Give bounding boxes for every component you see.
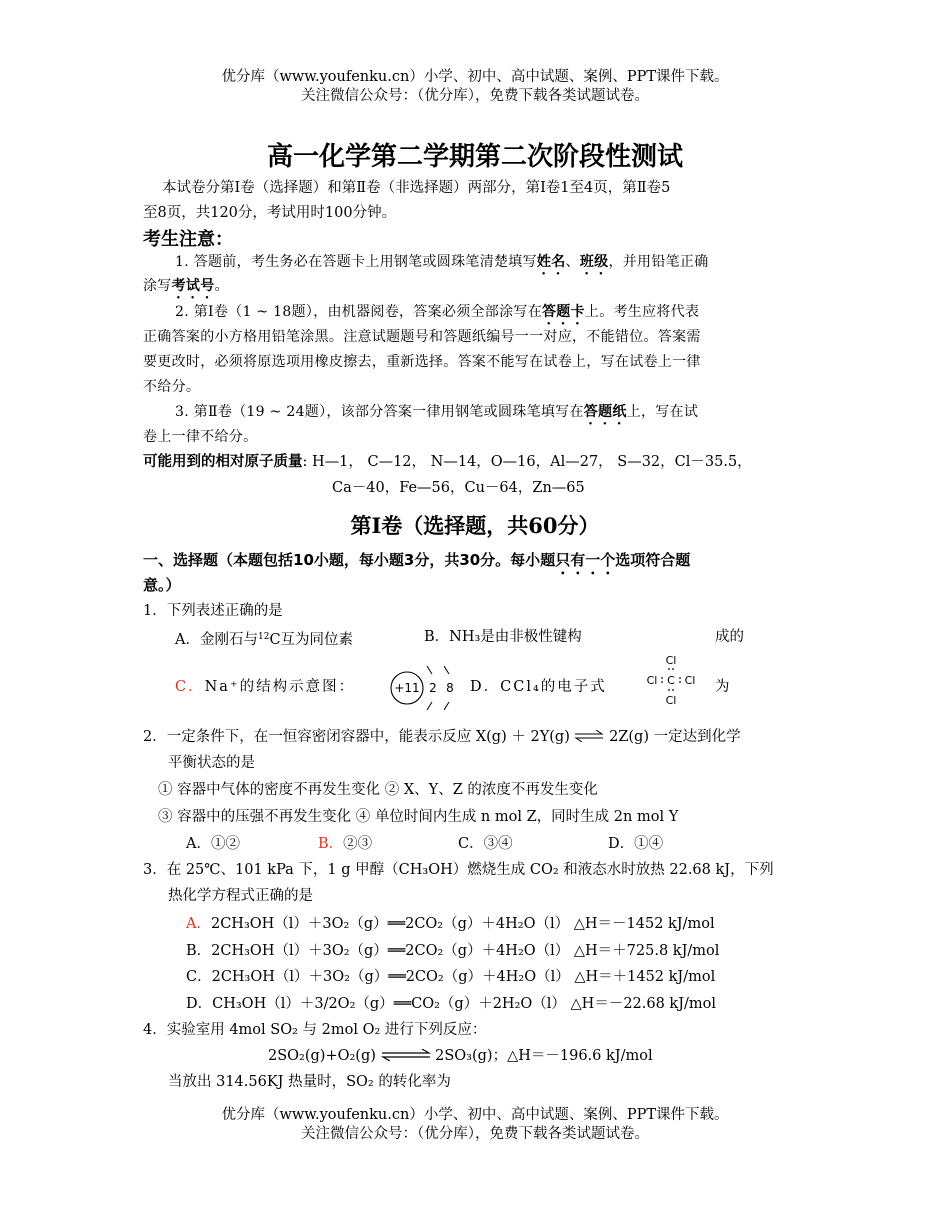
section-1-title: 第Ⅰ卷（选择题，共60分） — [350, 513, 600, 538]
q1-option-b: B．NH₃是由非极性键构 — [424, 629, 582, 645]
q3-a-letter: A． — [186, 916, 211, 932]
cl-right: Cl — [684, 674, 696, 687]
equilibrium-arrow-icon — [574, 730, 604, 742]
q3-stem-line2: 热化学方程式正确的是 — [168, 888, 313, 904]
ccl4-electron-dot-diagram — [640, 651, 700, 709]
page-title: 高一化学第二学期第二次阶段性测试 — [266, 142, 683, 172]
notice-heading: 考生注意： — [143, 229, 233, 250]
q2-stem-b: 2Z(g) 一定达到化学 — [609, 729, 741, 745]
c-center: C — [667, 674, 675, 687]
intro-line1: 本试卷分第Ⅰ卷（选择题）和第Ⅱ卷（非选择题）两部分，第Ⅰ卷1至4页，第Ⅱ卷5 — [162, 180, 671, 196]
notice-1-class: 班级 — [579, 254, 609, 270]
notice-1-text-c: 涂写 — [143, 278, 172, 294]
atomic-mass-label: 可能用到的相对原子质量 — [143, 454, 303, 470]
q1-option-d-tail: 为 — [715, 679, 730, 695]
q2-option-c: C．③④ — [458, 836, 513, 852]
q3-a-text: 2CH₃OH（l）＋3O₂（g）══2CO₂（g）＋4H₂O（l） △H＝－1452 kJ/mol — [210, 916, 715, 932]
notice-3-line2: 卷上一律不给分。 — [143, 429, 258, 445]
q1-option-b-tail: 成的 — [715, 629, 744, 645]
q1-option-a — [175, 627, 353, 650]
page-header-line2: 关注微信公众号：（优分库），免费下载各类试题试卷。 — [301, 88, 649, 104]
notice-2-line3: 要更改时，必须将原选项用橡皮擦去，重新选择。答案不能写在试卷上，写在试卷上一律 — [143, 354, 701, 370]
q2-stem-line1 — [143, 727, 741, 747]
atomic-mass-line1 — [143, 452, 752, 472]
notice-item-1 — [175, 252, 709, 278]
q4-eq-reactants: 2SO₂(g)+O₂(g) — [268, 1048, 376, 1064]
notice-item-1-line2 — [143, 276, 229, 302]
q3-option-c: C．2CH₃OH（l）＋3O₂（g）══2CO₂（g）＋4H₂O（l） △H＝＋1452 kJ/mol — [186, 969, 716, 985]
q2-stem-a: 2．一定条件下，在一恒容密闭容器中，能表示反应 X(g) ＋ 2Y(g) — [143, 729, 570, 745]
q1-c-text: Na⁺的结构示意图： — [204, 679, 356, 695]
q2-statements-2: ③ 容器中的压强不再发生变化 ④ 单位时间内生成 n mol Z，同时生成 2n mol Y — [158, 809, 679, 825]
intro-line2: 至8页，共120分，考试用时100分钟。 — [143, 205, 397, 221]
q1-a-sup: 12 — [257, 632, 270, 642]
q4-tail: 当放出 314.56KJ 热量时，SO₂ 的转化率为 — [168, 1074, 451, 1090]
section-1-heading-2: 意。） — [143, 576, 181, 594]
q2-option-d: D．①④ — [608, 836, 664, 852]
notice-1-text-b: ，并用铅笔正确 — [608, 254, 709, 270]
q4-equation — [268, 1046, 653, 1066]
page-footer-line1: 优分库（www.youfenku.cn）小学、初中、高中试题、案例、PPT课件下载。 — [221, 1107, 729, 1123]
q2-stem-line2: 平衡状态的是 — [168, 755, 255, 771]
section-1-heading-a: 一、选择题（本题包括10小题，每小题3分，共30分。每小题 — [143, 551, 556, 569]
shell-2-count: 8 — [446, 681, 454, 695]
page-header-line1: 优分库（www.youfenku.cn）小学、初中、高中试题、案例、PPT课件下载。 — [221, 69, 729, 85]
q4-eq-products: 2SO₃(g)；△H＝－196.6 kJ/mol — [435, 1048, 653, 1064]
q1-a-post: C互为同位素 — [269, 632, 354, 648]
notice-2-line2: 正确答案的小方格用铅笔涂黑。注意试题题号和答题纸编号一一对应，不能错位。答案需 — [143, 329, 701, 345]
notice-3-text-b: 上，写在试 — [626, 404, 699, 420]
q2-statements-1: ① 容器中气体的密度不再发生变化 ② X、Y、Z 的浓度不再发生变化 — [158, 782, 598, 798]
q3-option-d: D．CH₃OH（l）＋3/2O₂（g）══CO₂（g）＋2H₂O（l） △H＝－22.68 kJ/mol — [186, 996, 717, 1012]
notice-item-3 — [175, 402, 698, 428]
atomic-mass-values-1: : H—1， C—12， N—14，O—16，Al—27， S—32，Cl－35.5， — [302, 454, 752, 470]
q2-b-text: ②③ — [343, 836, 373, 852]
page-footer-line2: 关注微信公众号：（优分库），免费下载各类试题试卷。 — [301, 1126, 649, 1142]
notice-3-paper: 答题纸 — [583, 404, 627, 420]
section-1-heading-b: 选项符合题 — [615, 551, 691, 569]
cl-top: Cl — [665, 654, 677, 667]
notice-2-text-b: 上。考生应将代表 — [584, 304, 700, 320]
section-1-heading-emph: 只有一个 — [555, 551, 616, 569]
q1-a-pre: A．金刚石与 — [175, 632, 258, 648]
q1-option-d: D．CCl₄的电子式 — [470, 679, 607, 695]
notice-3-text-a: 3. 第Ⅱ卷（19 ~ 24题），该部分答案一律用钢笔或圆珠笔填写在 — [175, 404, 584, 420]
q1-c-letter: C． — [175, 679, 205, 695]
atomic-mass-line2: Ca－40，Fe—56，Cu－64，Zn—65 — [332, 480, 585, 496]
reversible-arrow-icon — [381, 1049, 431, 1061]
nucleus-charge: +11 — [394, 681, 420, 695]
section-1-heading — [143, 550, 690, 578]
notice-1-text-a: 1. 答题前，考生务必在答题卡上用钢笔或圆珠笔清楚填写 — [175, 254, 537, 270]
notice-1-exam: 考试号 — [171, 278, 215, 294]
q3-option-a — [186, 914, 715, 934]
q1-stem: 1．下列表述正确的是 — [143, 603, 283, 619]
notice-1-name: 姓名 — [536, 254, 566, 270]
cl-left: Cl — [646, 674, 658, 687]
notice-2-line4: 不给分。 — [143, 379, 201, 395]
notice-1-text-d: 。 — [214, 278, 229, 294]
q1-option-c — [175, 677, 355, 697]
q2-b-letter: B． — [318, 836, 344, 852]
shell-1-count: 2 — [429, 681, 437, 695]
notice-2-text-a: 2. 第Ⅰ卷（1 ~ 18题），由机器阅卷，答案必须全部涂写在 — [175, 304, 542, 320]
q2-option-b — [318, 834, 372, 854]
notice-item-2 — [175, 302, 699, 328]
notice-1-sep: 、 — [565, 254, 580, 270]
q3-option-b: B．2CH₃OH（l）＋3O₂（g）══2CO₂（g）＋4H₂O（l） △H＝＋725.8 kJ/mol — [186, 943, 720, 959]
notice-2-card: 答题卡 — [542, 304, 585, 320]
q3-stem-line1: 3．在 25℃、101 kPa 下，1 g 甲醇（CH₃OH）燃烧生成 CO₂ 和液态水时放热 22.68 kJ，下列 — [143, 862, 774, 878]
q2-option-a: A．①② — [186, 836, 240, 852]
na-ion-structure-diagram — [385, 660, 465, 716]
cl-bottom: Cl — [665, 694, 677, 707]
q4-stem: 4．实验室用 4mol SO₂ 与 2mol O₂ 进行下列反应： — [143, 1022, 487, 1038]
